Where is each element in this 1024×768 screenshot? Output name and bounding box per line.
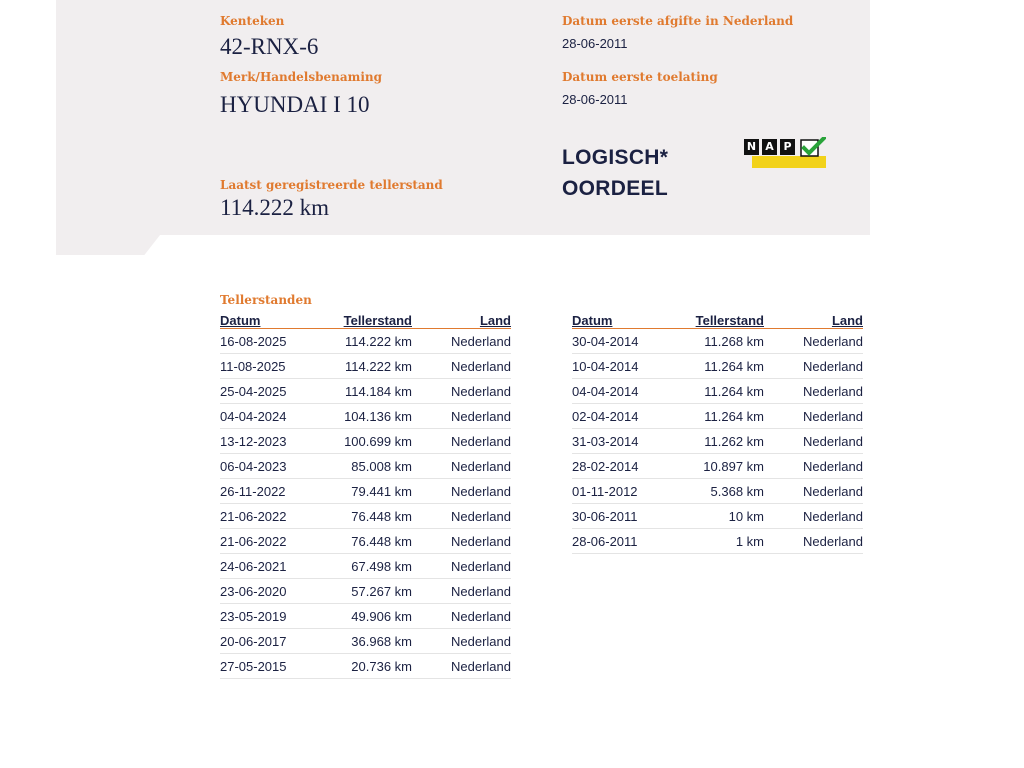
cell-datum: 21-06-2022 bbox=[220, 529, 320, 554]
readings-table-left bbox=[220, 312, 511, 679]
tellerstanden-title: Tellerstanden bbox=[220, 293, 312, 307]
cell-datum: 24-06-2021 bbox=[220, 554, 320, 579]
col-header-tellerstand: Tellerstand bbox=[672, 312, 764, 329]
cell-tellerstand: 10 km bbox=[672, 504, 764, 529]
cell-datum: 28-06-2011 bbox=[572, 529, 672, 554]
cell-land: Nederland bbox=[764, 529, 863, 554]
col-header-land: Land bbox=[764, 312, 863, 329]
nap-letter-a: A bbox=[762, 139, 777, 155]
nap-logo bbox=[744, 139, 826, 169]
cell-datum: 10-04-2014 bbox=[572, 354, 672, 379]
kenteken-label: Kenteken bbox=[220, 14, 285, 28]
cell-land: Nederland bbox=[412, 579, 511, 604]
cell-land: Nederland bbox=[412, 429, 511, 454]
cell-tellerstand: 114.222 km bbox=[320, 354, 412, 379]
cell-tellerstand: 20.736 km bbox=[320, 654, 412, 679]
cell-tellerstand: 104.136 km bbox=[320, 404, 412, 429]
cell-datum: 11-08-2025 bbox=[220, 354, 320, 379]
cell-datum: 25-04-2025 bbox=[220, 379, 320, 404]
table-row bbox=[220, 354, 511, 379]
cell-land: Nederland bbox=[412, 604, 511, 629]
cell-land: Nederland bbox=[764, 329, 863, 354]
table-header-row bbox=[220, 312, 511, 329]
merk-label: Merk/Handelsbenaming bbox=[220, 70, 383, 84]
cell-tellerstand: 114.222 km bbox=[320, 329, 412, 354]
cell-tellerstand: 79.441 km bbox=[320, 479, 412, 504]
verdict-line2: OORDEEL bbox=[562, 177, 668, 200]
cell-land: Nederland bbox=[412, 379, 511, 404]
cell-datum: 23-05-2019 bbox=[220, 604, 320, 629]
cell-tellerstand: 11.264 km bbox=[672, 404, 764, 429]
cell-datum: 02-04-2014 bbox=[572, 404, 672, 429]
table-row bbox=[220, 654, 511, 679]
table-row bbox=[572, 404, 863, 429]
col-header-land: Land bbox=[412, 312, 511, 329]
afgifte-value: 28-06-2011 bbox=[562, 36, 628, 51]
cell-tellerstand: 67.498 km bbox=[320, 554, 412, 579]
table-row bbox=[572, 379, 863, 404]
cell-datum: 13-12-2023 bbox=[220, 429, 320, 454]
cell-tellerstand: 76.448 km bbox=[320, 504, 412, 529]
cell-land: Nederland bbox=[764, 354, 863, 379]
cell-tellerstand: 11.262 km bbox=[672, 429, 764, 454]
table-row bbox=[572, 354, 863, 379]
table-row bbox=[220, 604, 511, 629]
table-row bbox=[220, 579, 511, 604]
table-row bbox=[572, 529, 863, 554]
cell-land: Nederland bbox=[412, 654, 511, 679]
table-row bbox=[220, 404, 511, 429]
cell-datum: 01-11-2012 bbox=[572, 479, 672, 504]
cell-datum: 06-04-2023 bbox=[220, 454, 320, 479]
table-row bbox=[220, 529, 511, 554]
table-row bbox=[572, 429, 863, 454]
cell-land: Nederland bbox=[764, 379, 863, 404]
cell-tellerstand: 114.184 km bbox=[320, 379, 412, 404]
table-row bbox=[220, 554, 511, 579]
vehicle-info-panel bbox=[56, 0, 870, 235]
toelating-label: Datum eerste toelating bbox=[562, 70, 718, 84]
table-row bbox=[572, 454, 863, 479]
cell-tellerstand: 76.448 km bbox=[320, 529, 412, 554]
cell-land: Nederland bbox=[764, 429, 863, 454]
verdict-text bbox=[562, 142, 668, 204]
table-row bbox=[220, 629, 511, 654]
cell-tellerstand: 100.699 km bbox=[320, 429, 412, 454]
cell-land: Nederland bbox=[412, 404, 511, 429]
col-header-datum: Datum bbox=[572, 312, 672, 329]
cell-datum: 16-08-2025 bbox=[220, 329, 320, 354]
cell-land: Nederland bbox=[412, 479, 511, 504]
cell-land: Nederland bbox=[764, 454, 863, 479]
table-row bbox=[220, 429, 511, 454]
cell-datum: 27-05-2015 bbox=[220, 654, 320, 679]
cell-datum: 30-04-2014 bbox=[572, 329, 672, 354]
table-row bbox=[220, 479, 511, 504]
nap-letters bbox=[744, 139, 795, 155]
cell-land: Nederland bbox=[764, 479, 863, 504]
cell-tellerstand: 11.264 km bbox=[672, 379, 764, 404]
cell-datum: 04-04-2014 bbox=[572, 379, 672, 404]
cell-tellerstand: 36.968 km bbox=[320, 629, 412, 654]
table-row bbox=[572, 479, 863, 504]
merk-value: HYUNDAI I 10 bbox=[220, 92, 370, 117]
cell-tellerstand: 11.268 km bbox=[672, 329, 764, 354]
cell-land: Nederland bbox=[412, 529, 511, 554]
cell-datum: 20-06-2017 bbox=[220, 629, 320, 654]
nap-letter-p: P bbox=[780, 139, 795, 155]
cell-datum: 28-02-2014 bbox=[572, 454, 672, 479]
cell-datum: 23-06-2020 bbox=[220, 579, 320, 604]
col-header-datum: Datum bbox=[220, 312, 320, 329]
cell-datum: 21-06-2022 bbox=[220, 504, 320, 529]
cell-land: Nederland bbox=[412, 554, 511, 579]
cell-datum: 31-03-2014 bbox=[572, 429, 672, 454]
verdict-line1: LOGISCH* bbox=[562, 146, 669, 169]
cell-land: Nederland bbox=[764, 504, 863, 529]
cell-land: Nederland bbox=[412, 354, 511, 379]
table-row bbox=[572, 504, 863, 529]
toelating-value: 28-06-2011 bbox=[562, 92, 628, 107]
col-header-tellerstand: Tellerstand bbox=[320, 312, 412, 329]
table-row bbox=[220, 454, 511, 479]
cell-land: Nederland bbox=[412, 454, 511, 479]
cell-land: Nederland bbox=[764, 404, 863, 429]
cell-tellerstand: 49.906 km bbox=[320, 604, 412, 629]
cell-tellerstand: 11.264 km bbox=[672, 354, 764, 379]
cell-land: Nederland bbox=[412, 504, 511, 529]
cell-tellerstand: 85.008 km bbox=[320, 454, 412, 479]
table-row bbox=[220, 504, 511, 529]
cell-datum: 04-04-2024 bbox=[220, 404, 320, 429]
table-row bbox=[220, 379, 511, 404]
afgifte-label: Datum eerste afgifte in Nederland bbox=[562, 14, 794, 28]
kenteken-value: 42-RNX-6 bbox=[220, 34, 319, 59]
cell-tellerstand: 1 km bbox=[672, 529, 764, 554]
nap-letter-n: N bbox=[744, 139, 759, 155]
cell-tellerstand: 10.897 km bbox=[672, 454, 764, 479]
teller-label: Laatst geregistreerde tellerstand bbox=[220, 178, 443, 192]
cell-land: Nederland bbox=[412, 329, 511, 354]
cell-datum: 30-06-2011 bbox=[572, 504, 672, 529]
teller-value: 114.222 km bbox=[220, 195, 330, 220]
cell-tellerstand: 57.267 km bbox=[320, 579, 412, 604]
checkmark-icon bbox=[800, 137, 826, 159]
cell-land: Nederland bbox=[412, 629, 511, 654]
readings-table-right bbox=[572, 312, 863, 554]
cell-datum: 26-11-2022 bbox=[220, 479, 320, 504]
table-row bbox=[572, 329, 863, 354]
table-row bbox=[220, 329, 511, 354]
cell-tellerstand: 5.368 km bbox=[672, 479, 764, 504]
panel-tail-shape bbox=[56, 235, 160, 255]
table-header-row bbox=[572, 312, 863, 329]
